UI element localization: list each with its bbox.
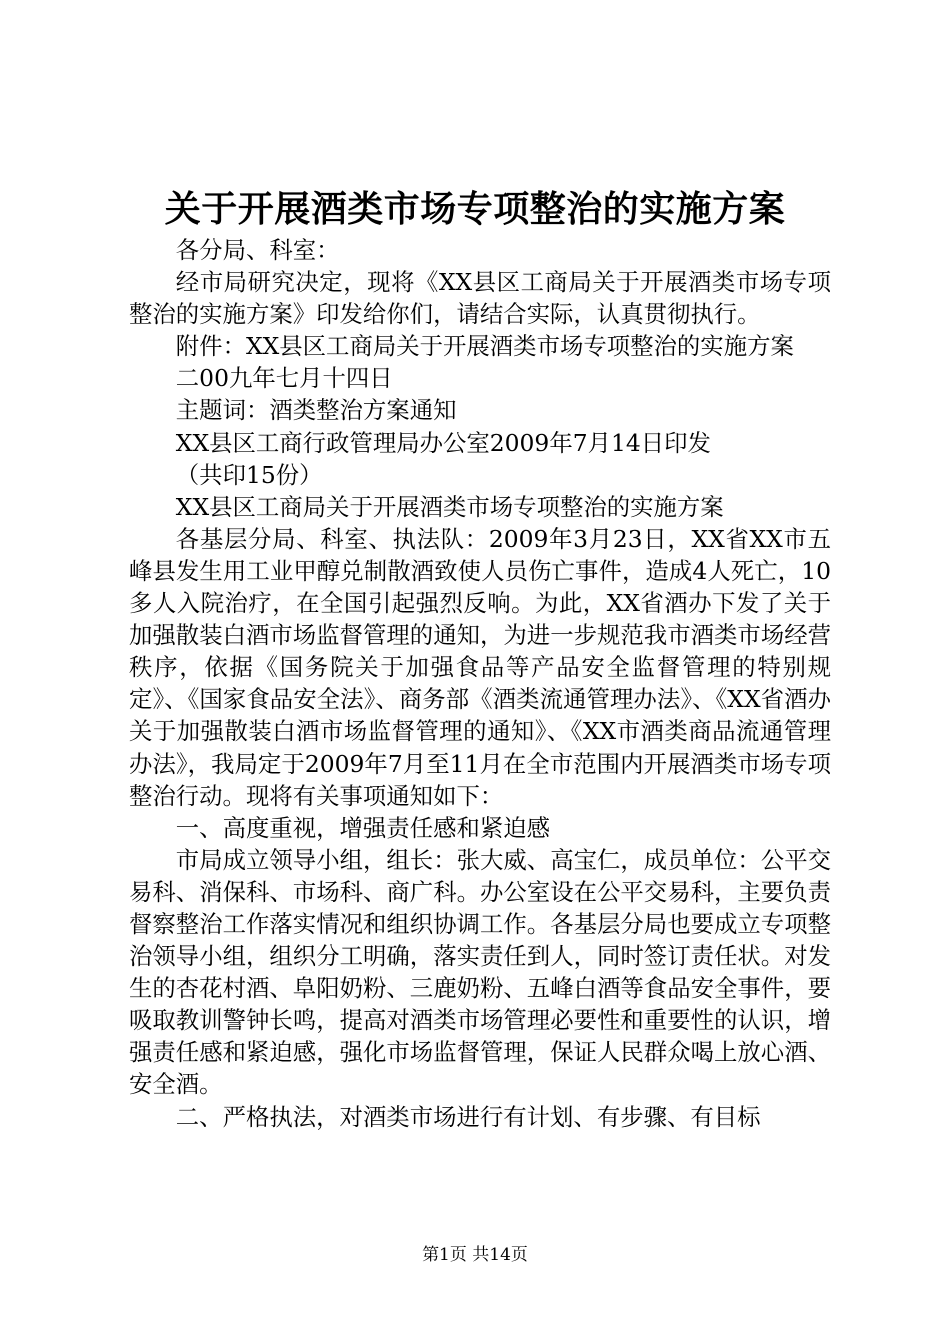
page-number: 第1页 共14页	[422, 1245, 528, 1265]
intro-paragraph: 经市局研究决定，现将《XX县区工商局关于开展酒类市场专项整治的实施方案》印发给你们，请结合实际，认真贯彻执行。	[129, 268, 831, 329]
copies-paragraph: （共印15份）	[175, 460, 323, 489]
section-one-heading: 一、高度重视，增强责任感和紧迫感	[175, 813, 551, 842]
date-paragraph: 二00九年七月十四日	[175, 364, 393, 393]
document-title: 关于开展酒类市场专项整治的实施方案	[164, 188, 786, 230]
section-two-heading: 二、严格执法，对酒类市场进行有计划、有步骤、有目标	[175, 1102, 761, 1131]
background-paragraph: 各基层分局、科室、执法队：2009年3月23日，XX省XX市五峰县发生用工业甲醇兑制散酒致使人员伤亡事件，造成4人死亡，10多人入院治疗，在全国引起强烈反响。为此，XX省酒办下发了关于加强散装白酒市场监督管理的通知，为进一步规范我市酒类市场经营秩序，依据《国务院关于加强食品等产品安全监督管理的特别规定》、《国家食品安全法》、商务部《酒类流通管理办法》、《XX省酒办关于加强散装白酒市场监督管理的通知》、《XX市酒类商品流通管理办法》，我局定于2009年7月至11月在全市范围内开展酒类市场专项整治行动。现将有关事项通知如下：	[129, 524, 831, 810]
section-one-paragraph: 市局成立领导小组，组长：张大威、高宝仁，成员单位：公平交易科、消保科、市场科、商广科。办公室设在公平交易科，主要负责督察整治工作落实情况和组织协调工作。各基层分局也要成立专项整治领导小组，组织分工明确，落实责任到人，同时签订责任状。对发生的杏花村酒、阜阳奶粉、三鹿奶粉、五峰白酒等食品安全事件，要吸取教训警钟长鸣，提高对酒类市场管理必要性和重要性的认识，增强责任感和紧迫感，强化市场监督管理，保证人民群众喝上放心酒、安全酒。	[129, 845, 831, 1099]
attachment-paragraph: 附件：XX县区工商局关于开展酒类市场专项整治的实施方案	[175, 332, 794, 361]
plan-title-paragraph: XX县区工商局关于开展酒类市场专项整治的实施方案	[175, 492, 724, 521]
document-body	[129, 234, 831, 1133]
issuer-paragraph: XX县区工商行政管理局办公室2009年7月14日印发	[175, 428, 711, 457]
subject-paragraph: 主题词：酒类整治方案通知	[175, 396, 457, 425]
salutation-paragraph: 各分局、科室：	[175, 236, 340, 264]
